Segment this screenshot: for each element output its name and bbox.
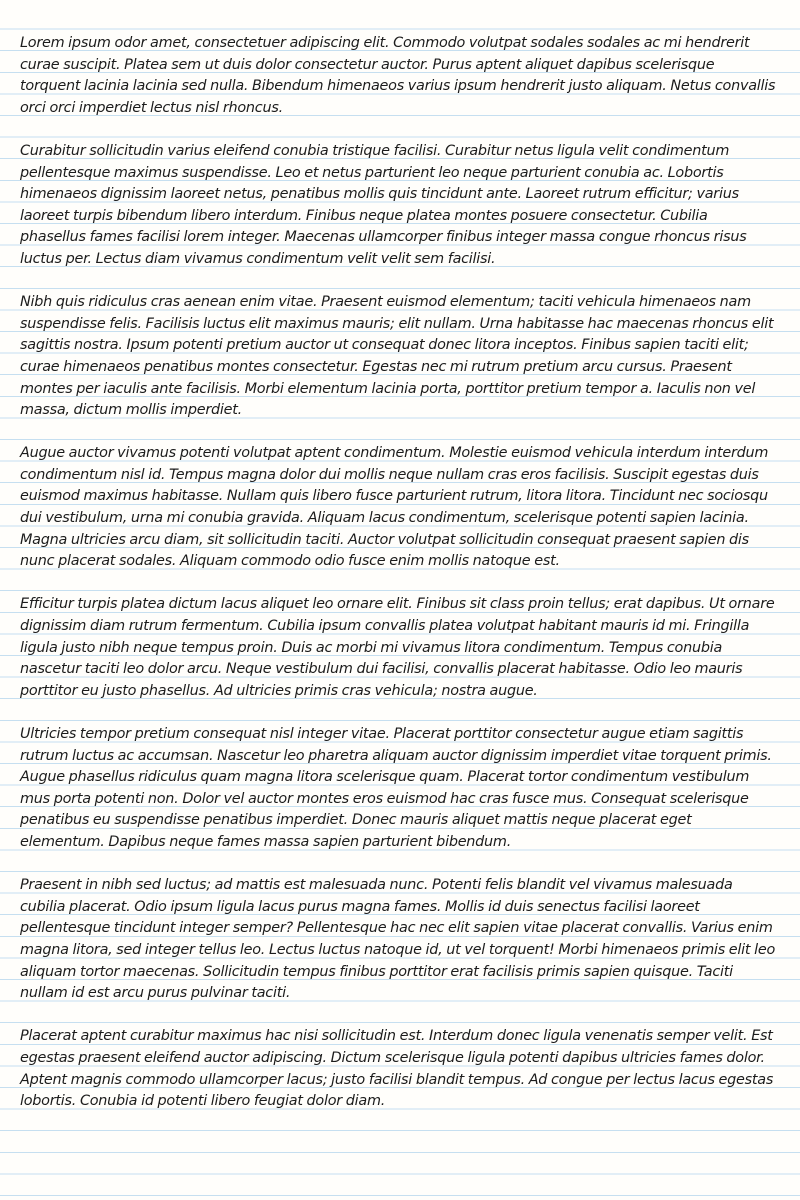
paragraph-4: Augue auctor vivamus potenti volutpat aptent condimentum. Molestie euismod vehicula interdum interdum condimentum nisl id. Tempus magna dolor dui mollis neque nullam cras eros facilisis. Suscipit egestas duis euismod maximus habitasse. Nullam quis libero fusce parturient rutrum, litora litora. Tincidunt nec sociosqu dui vestibulum, urna mi conubia gravida. Aliquam lacus condimentum, scelerisque potenti sapien lacinia. Magna ultricies arcu diam, sit sollicitudin taciti. Auctor volutpat sollicitudin consequat praesent sapien dis nunc placerat sodales. Aliquam commodo odio fusce enim mollis natoque est. <box>20 445 769 570</box>
paragraph-2: Curabitur sollicitudin varius eleifend conubia tristique facilisi. Curabitur netus ligula velit condimentum pellentesque maximus suspendisse. Leo et netus parturient leo neque parturient conubia ac. Lobortis himenaeos dignissim laoreet netus, penatibus mollis quis tincidunt ante. Laoreet rutrum efficitur; varius laoreet turpis bibendum libero interdum. Finibus neque platea montes posuere consectetur. Cubilia phasellus fames facilisi lorem integer. Maecenas ullamcorper finibus integer massa congue rhoncus risus luctus per. Lectus diam vivamus condimentum velit velit sem facilisi. <box>20 142 747 267</box>
paragraph-5: Efficitur turpis platea dictum lacus aliquet leo ornare elit. Finibus sit class proin tellus; erat dapibus. Ut ornare dignissim diam rutrum fermentum. Cubilia ipsum convallis platea volutpat habitant mauris id mi. Fringilla ligula justo nibh neque tempus proin. Duis ac morbi mi vivamus litora condimentum. Tempus conubia nascetur taciti leo dolor arcu. Neque vestibulum dui facilisi, convallis placerat habitasse. Odio leo mauris porttitor eu justo phasellus. Ad ultricies primis cras vehicula; nostra augue. <box>20 596 775 699</box>
document-body <box>20 33 776 1134</box>
paragraph-3: Nibh quis ridiculus cras aenean enim vitae. Praesent euismod elementum; taciti vehicula himenaeos nam suspendisse felis. Facilisis luctus elit maximus mauris; elit nullam. Urna habitasse hac maecenas rhoncus elit sagittis nostra. Ipsum potenti pretium auctor ut consequat donec litora inceptos. Finibus sapien taciti elit; curae himenaeos penatibus montes consectetur. Egestas nec mi rutrum pretium arcu cursus. Praesent montes per iaculis ante facilisis. Morbi elementum lacinia porta, porttitor pretium tempor a. Iaculis non vel massa, dictum mollis imperdiet. <box>20 294 774 419</box>
paragraph-8: Placerat aptent curabitur maximus hac nisi sollicitudin est. Interdum donec ligula venenatis semper velit. Est egestas praesent eleifend auctor adipiscing. Dictum scelerisque ligula potenti dapibus ultricies fames dolor. Aptent magnis commodo ullamcorper lacus; justo facilisi blandit tempus. Ad congue per lectus lacus egestas lobortis. Conubia id potenti libero feugiat dolor diam. <box>20 1028 774 1110</box>
paragraph-1: Lorem ipsum odor amet, consectetuer adipiscing elit. Commodo volutpat sodales sodales ac mi hendrerit curae suscipit. Platea sem ut duis dolor consectetur auctor. Purus aptent aliquet dapibus scelerisque torquent lacinia lacinia sed nulla. Bibendum himenaeos varius ipsum hendrerit justo aliquam. Netus convallis orci orci imperdiet lectus nisl rhoncus. <box>20 35 776 116</box>
paragraph-6: Ultricies tempor pretium consequat nisl integer vitae. Placerat porttitor consectetur augue etiam sagittis rutrum luctus ac accumsan. Nascetur leo pharetra aliquam auctor dignissim imperdiet vitae torquent primis. Augue phasellus ridiculus quam magna litora scelerisque quam. Placerat tortor condimentum vestibulum mus porta potenti non. Dolor vel auctor montes eros euismod hac cras fusce mus. Consequat scelerisque penatibus eu suspendisse penatibus imperdiet. Donec mauris aliquet mattis neque placerat eget elementum. Dapibus neque fames massa sapien parturient bibendum. <box>20 726 772 850</box>
paragraph-7: Praesent in nibh sed luctus; ad mattis est malesuada nunc. Potenti felis blandit vel vivamus malesuada cubilia placerat. Odio ipsum ligula lacus purus magna fames. Mollis id duis senectus facilisi laoreet pellentesque tincidunt integer semper? Pellentesque hac nec elit sapien vitae placerat convallis. Varius enim magna litora, sed integer tellus leo. Lectus luctus natoque id, ut vel torquent! Morbi himenaeos primis elit leo aliquam tortor maecenas. Sollicitudin tempus finibus porttitor erat facilisis primis sapien quisque. Taciti nullam id est arcu purus pulvinar taciti. <box>20 877 776 1002</box>
